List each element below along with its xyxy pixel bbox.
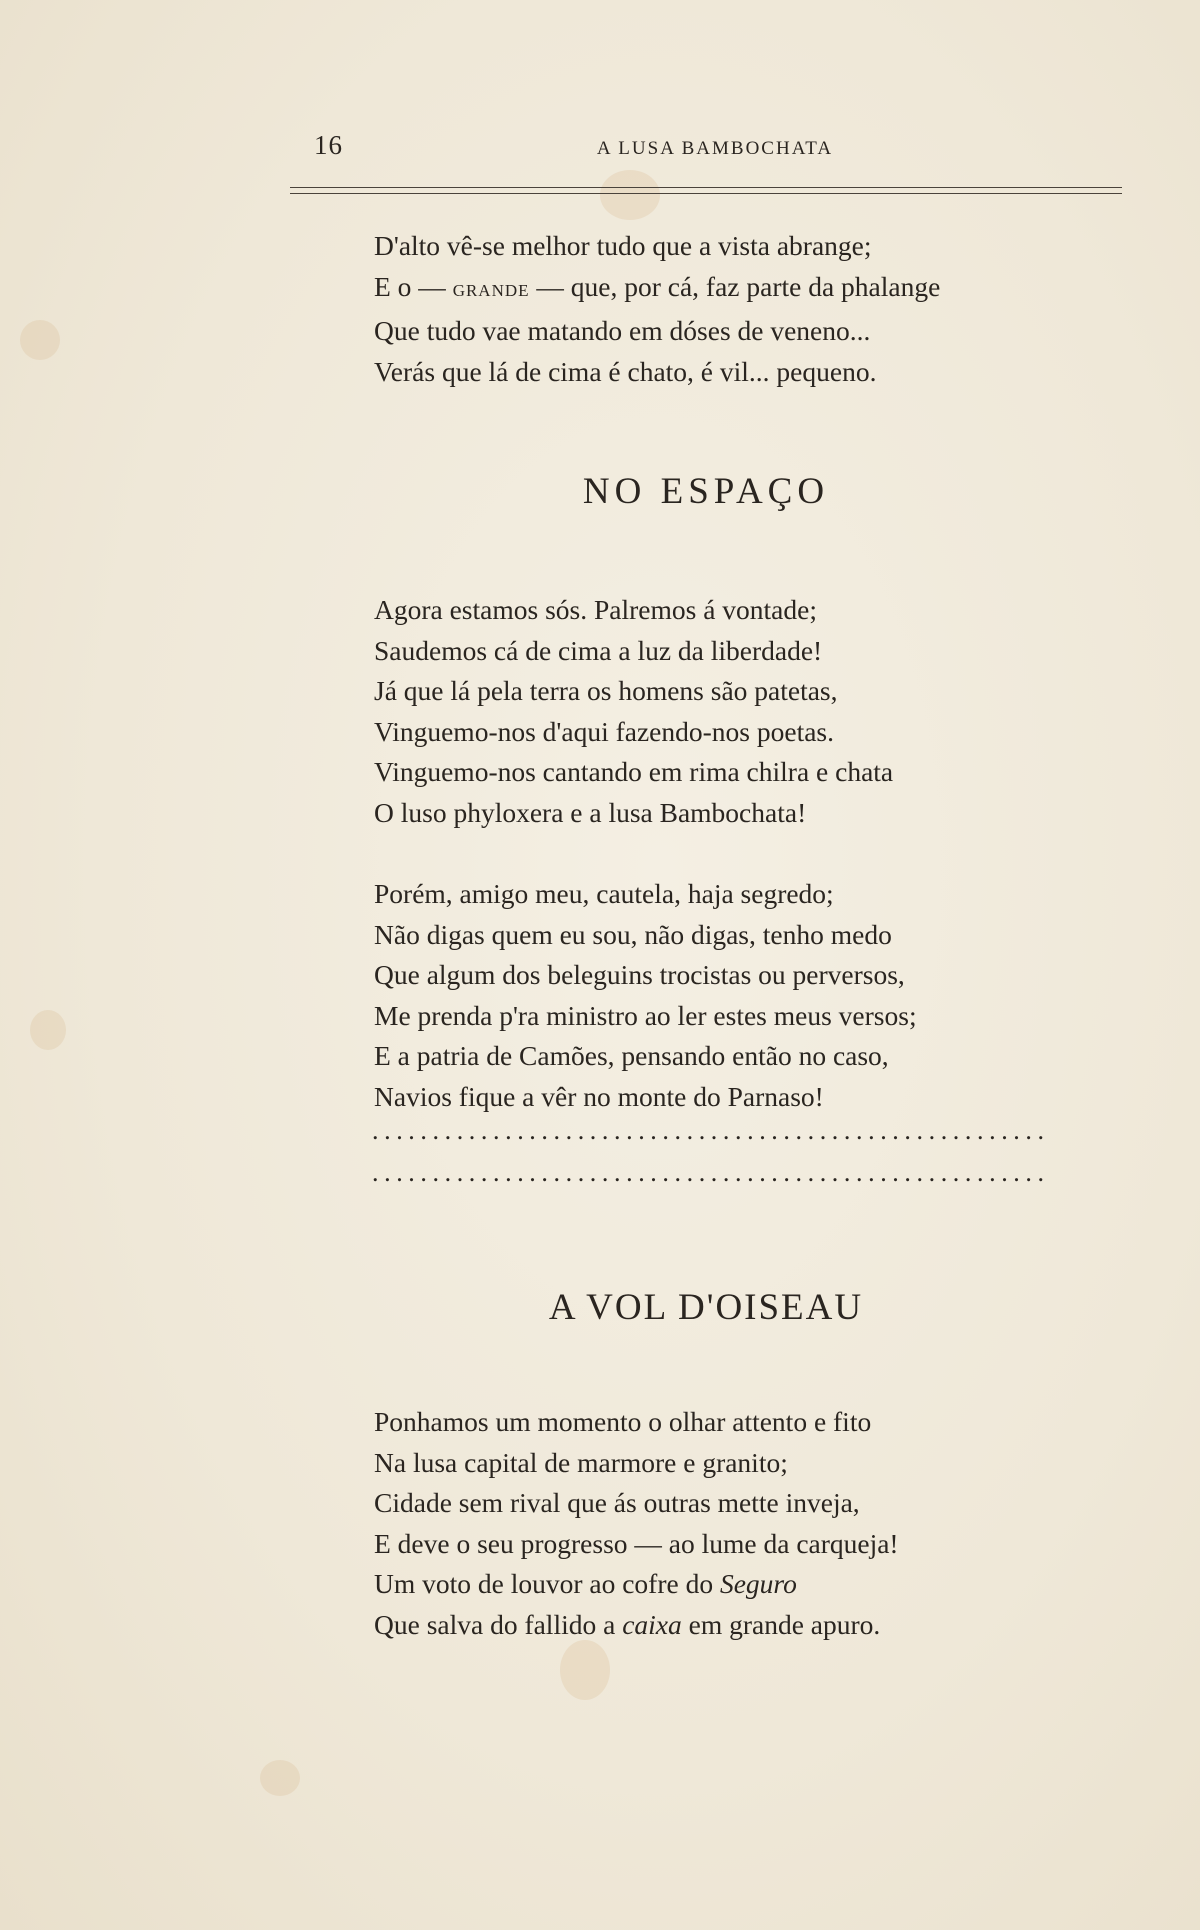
verse-line: Que algum dos beleguins trocistas ou perversos, — [374, 959, 905, 991]
verse-line: Verás que lá de cima é chato, é vil... pequeno. — [374, 355, 877, 387]
paper-stain — [260, 1760, 300, 1796]
verse-line: Saudemos cá de cima a luz da liberdade! — [374, 634, 823, 666]
verse-line: E deve o seu progresso — ao lume da carqueja! — [374, 1527, 899, 1559]
verse-line: Que salva do fallido a caixa em grande apuro. — [374, 1608, 881, 1640]
paper-stain — [560, 1640, 610, 1700]
section-title-a-vol-doiseau: A VOL D'OISEAU — [548, 1287, 864, 1328]
paper-stain — [30, 1010, 66, 1050]
verse-line: E a patria de Camões, pensando então no caso, — [374, 1040, 889, 1072]
italic-word: Seguro — [719, 1568, 797, 1600]
verse-line: Cidade sem rival que ás outras mette inveja, — [374, 1487, 860, 1519]
ellipsis-row: ........................................................ — [372, 1116, 1050, 1145]
header-rule — [290, 193, 1122, 194]
paper-stain — [600, 170, 660, 220]
verse-line: O luso phyloxera e a lusa Bambochata! — [374, 796, 807, 828]
header-rule — [290, 187, 1122, 188]
italic-word: caixa — [622, 1608, 682, 1640]
page-number: 16 — [314, 130, 343, 160]
verse-line: Não digas quem eu sou, não digas, tenho medo — [374, 918, 892, 950]
verse-line: Porém, amigo meu, cautela, haja segredo; — [374, 878, 834, 909]
no-espaco-stanza-1 — [374, 590, 893, 834]
verse-line: Me prenda p'ra ministro ao ler estes meus versos; — [374, 999, 917, 1031]
verse-line: Navios fique a vêr no monte do Parnaso! — [374, 1080, 824, 1112]
verse-line: Na lusa capital de marmore e granito; — [374, 1446, 788, 1478]
ellipsis-row: ........................................................ — [372, 1158, 1050, 1187]
a-vol-doiseau-stanza-1 — [374, 1402, 899, 1646]
paper-stain — [20, 320, 60, 360]
section-title-no-espaco: NO ESPAÇO — [582, 471, 830, 512]
verse-line: D'alto vê-se melhor tudo que a vista abrange; — [374, 230, 872, 261]
verse-line: Que tudo vae matando em dóses de veneno... — [374, 315, 871, 347]
verse-line: E o — GRANDE — que, por cá, faz parte da phalange — [374, 270, 941, 302]
verse-line: Ponhamos um momento o olhar attento e fito — [374, 1406, 872, 1437]
verse-line: Vinguemo-nos cantando em rima chilra e chata — [374, 756, 894, 788]
intro-stanza — [374, 226, 940, 392]
verse-line: Já que lá pela terra os homens são patetas, — [374, 675, 838, 707]
smallcaps-word: GRANDE — [452, 280, 530, 300]
no-espaco-stanza-2 — [374, 874, 917, 1118]
verse-line: Vinguemo-nos d'aqui fazendo-nos poetas. — [374, 715, 834, 747]
verse-line: Agora estamos sós. Palremos á vontade; — [374, 594, 817, 625]
running-title: A LUSA BAMBOCHATA — [596, 138, 834, 159]
verse-line: Um voto de louvor ao cofre do Seguro — [374, 1568, 797, 1600]
page-header — [310, 130, 1120, 164]
